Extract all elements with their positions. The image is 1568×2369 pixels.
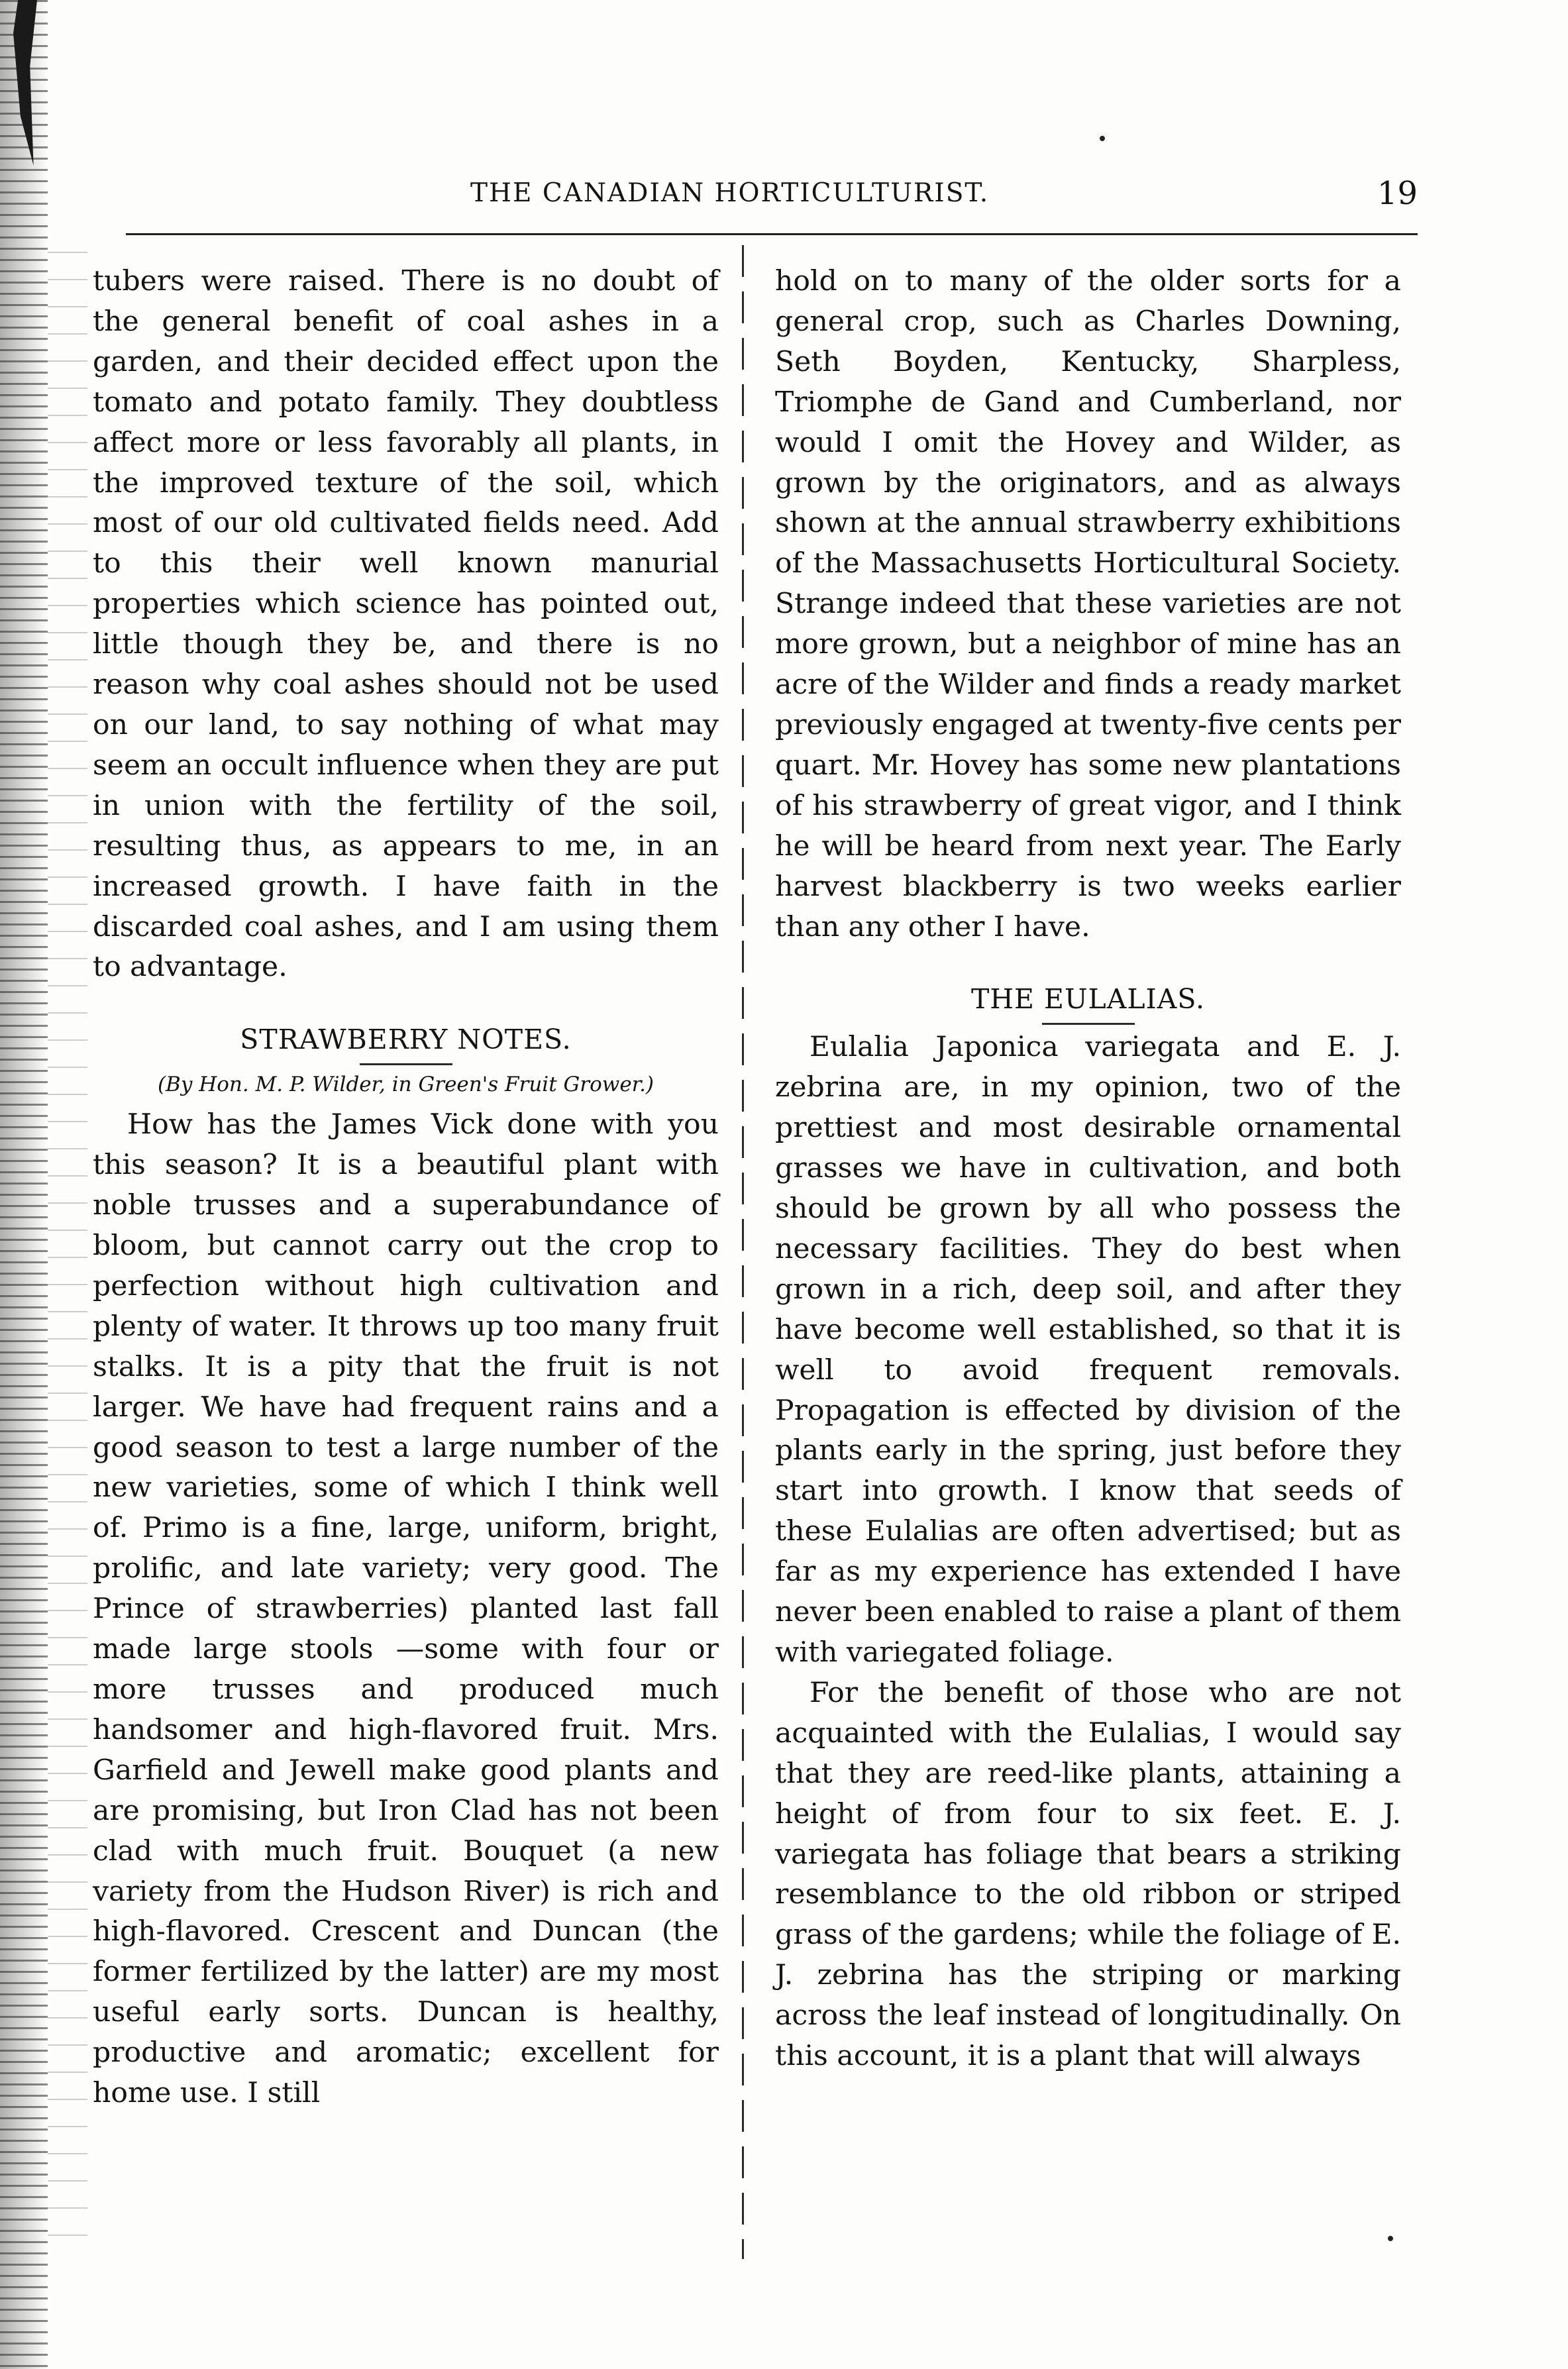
eulalias-paragraph-2: For the benefit of those who are not acquainted with the Eulalias, I would say that they are reed-like plants, attaining a height of from four to six feet. E. J. variegata has foliage that bears a striking resemblance to the old ribbon or striped grass of the gardens; while the foliage of E. J. zebrina has the striping or marking across the leaf instead of longitudinally. On this account, it is a plant that will always (775, 1676, 1401, 2073)
article-byline: (By Hon. M. P. Wilder, in Green's Fruit Grower.) (157, 1073, 654, 1097)
coal-ashes-continuation: tubers were raised. There is no doubt of the general benefit of coal ashes in a garden, and their decided effect upon the tomato and potato family. They doubtless affect more or less favorably all plants, in the improved texture of the soil, which most of our old cultivated fields need. Add to this their well known manurial properties which science has pointed out, little though they be, and there is no reason why coal ashes should not be used on our land, to say nothing of what may seem an occult influence when they are put in union with the fertility of the soil, resulting thus, as appears to me, in an increased growth. I have faith in the discarded coal ashes, and I am using them to advantage. (93, 265, 719, 984)
heading-rule (360, 1063, 452, 1065)
ink-speck (1100, 136, 1105, 141)
margin-speckle (48, 252, 87, 2239)
running-title: THE CANADIAN HORTICULTURIST. (470, 178, 990, 208)
binding-edge-scan-artifact (0, 0, 48, 2369)
right-column (775, 262, 1401, 2077)
left-column (93, 262, 719, 2114)
running-header (126, 174, 1418, 213)
ink-speck (1388, 2236, 1393, 2241)
strawberry-notes-continuation: hold on to many of the older sorts for a general crop, such as Charles Downing, Seth Boyden, Kentucky, Sharpless, Triomphe de Gand and Cumberland, nor would I omit the Hovey and Wilder, as grown by the originators, and as always shown at the annual strawberry exhibitions of the Massachusetts Horticultural Society. Strange indeed that these varieties are not more grown, but a neighbor of mine has an acre of the Wilder and finds a ready market previously engaged at twenty-five cents per quart. Mr. Hovey has some new plantations of his strawberry of great vigor, and I think he will be heard from next year. The Early harvest blackberry is two weeks earlier than any other I have. (775, 265, 1401, 943)
page-number: 19 (1377, 175, 1418, 212)
header-rule (126, 233, 1418, 235)
heading-rule (1042, 1023, 1135, 1025)
eulalias-paragraph-1: Eulalia Japonica variegata and E. J. zebrina are, in my opinion, two of the prettiest and most desirable ornamental grasses we have in cultivation, and both should be grown by all who possess the necessary facilities. They do best when grown in a rich, deep soil, and after they have become well established, so that it is well to avoid frequent removals. Propagation is effected by division of the plants early in the spring, just before they start into growth. I know that seeds of these Eulalias are often advertised; but as far as my experience has extended I have never been enabled to raise a plant of them with variegated foliage. (775, 1031, 1401, 1669)
section-title-strawberry-notes: STRAWBERRY NOTES. (240, 1024, 572, 1056)
section-title-eulalias: THE EULALIAS. (970, 983, 1206, 1016)
strawberry-notes-text: How has the James Vick done with you this season? It is a beautiful plant with noble trusses and a superabundance of bloom, but cannot carry out the crop to perfection without high cultivation and plenty of water. It throws up too many fruit stalks. It is a pity that the fruit is not larger. We have had frequent rains and a good season to test a large number of the new varieties, some of which I think well of. Primo is a fine, large, uniform, bright, prolific, and late variety; very good. The Prince of strawberries) planted last fall made large stools —some with four or more trusses and produced much handsomer and high-flavored fruit. Mrs. Garfield and Jewell make good plants and are promising, but Iron Clad has not been clad with much fruit. Bouquet (a new variety from the Hudson River) is rich and high-flavored. Crescent and Duncan (the former fertilized by the latter) are my most useful early sorts. Duncan is healthy, productive and aromatic; excellent for home use. I still (93, 1108, 719, 2110)
column-divider (742, 245, 744, 2259)
